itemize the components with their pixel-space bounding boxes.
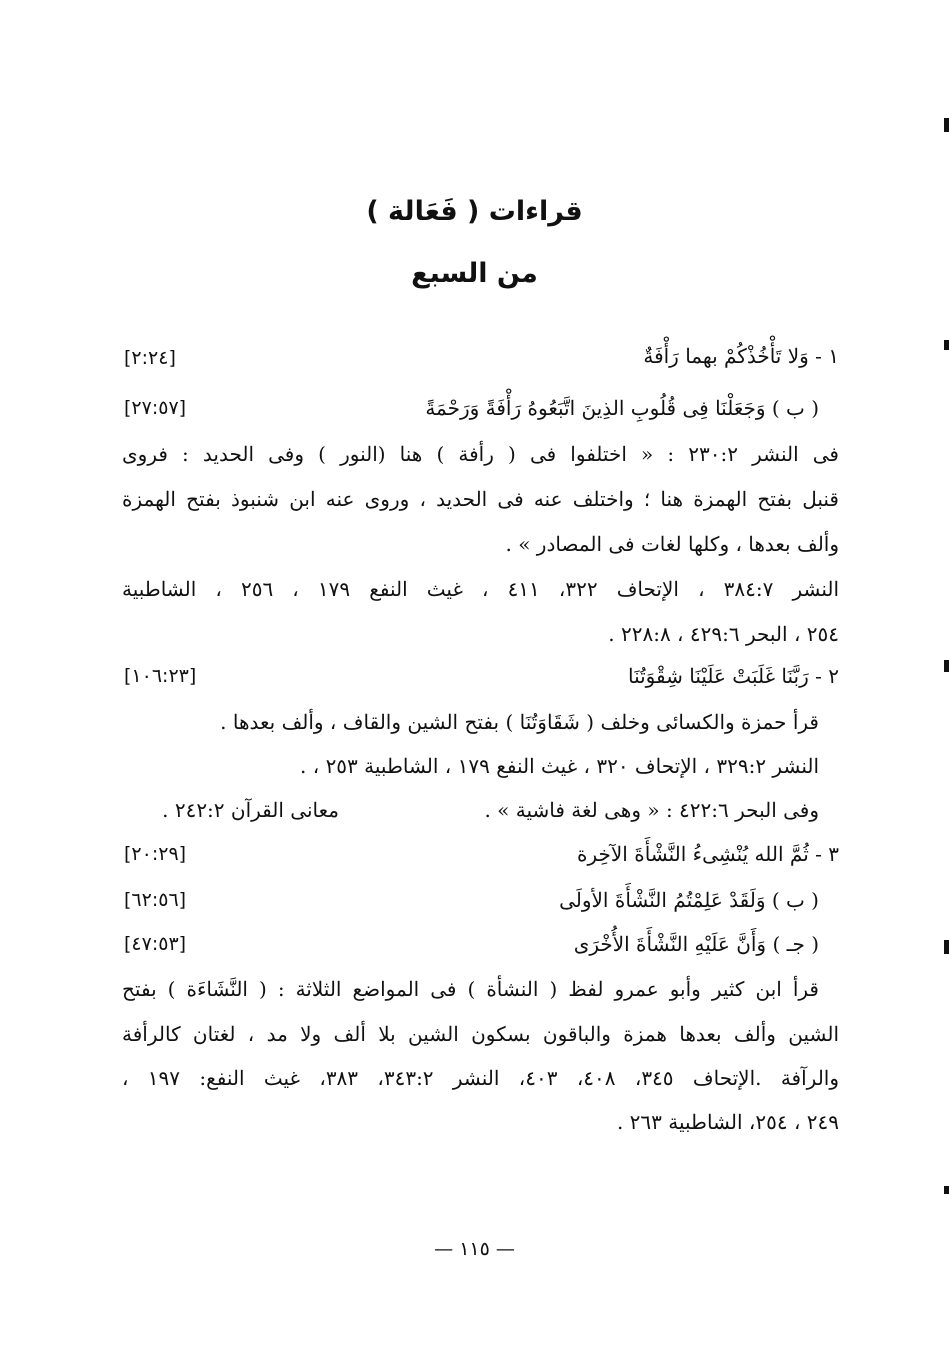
scan-edge-mark — [944, 660, 949, 672]
page-subtitle: من السبع — [411, 258, 538, 289]
body-line: فى النشر ٢٣٠:٢ : « اختلفوا فى ( رأفة ) هنا (النور ) وفى الحديد : فروى — [122, 442, 839, 466]
body-line: النشر ٣٢٩:٢ ، الإتحاف ٣٢٠ ، غيث النفع ١٧٩ ، الشاطبية ٢٥٣ ، . — [300, 754, 819, 778]
verse-line-1b: ( ب ) وَجَعَلْنَا فِى قُلُوبِ الذِينَ اتَّبَعُوهُ رَأْفَةً وَرَحْمَةً — [425, 396, 819, 420]
body-line: وألف بعدها ، وكلها لغات فى المصادر » . — [505, 532, 839, 556]
scan-edge-mark — [944, 1186, 949, 1194]
body-line: الشين وألف بعدها همزة والباقون بسكون الشين بلا ألف ولا مد ، لغتان كالرأفة — [122, 1022, 839, 1046]
page-number: — ١١٥ — — [434, 1238, 515, 1260]
reference-note: معانى القرآن ٢٤٢:٢ . — [162, 798, 339, 822]
body-line: وفى البحر ٤٢٢:٦ : « وهى لغة فاشية » . — [484, 798, 819, 822]
body-line: ٢٤٩ ، ٢٥٤، الشاطبية ٢٦٣ . — [616, 1110, 839, 1134]
body-line: قنبل بفتح الهمزة هنا ؛ واختلف عنه فى الحديد ، وروى عنه ابن شنبوذ بفتح الهمزة — [122, 487, 839, 511]
verse-line-1: ١ - وَلا تَأْخُذْكُمْ بهما رَأْفَةٌ — [643, 344, 839, 368]
scan-edge-mark — [944, 340, 949, 350]
verse-line-3c: ( جـ ) وَأَنَّ عَلَيْهِ النَّشْأَةَ الأُخْرَى — [573, 932, 819, 956]
verse-line-2: ٢ - رَبَّنَا غَلَبَتْ عَلَيْنَا شِقْوَتُنَا — [627, 664, 839, 688]
body-line: قرأ حمزة والكسائى وخلف ( شَقَاوَتُنَا ) بفتح الشين والقاف ، وألف بعدها . — [220, 710, 819, 734]
body-line: ٢٥٤ ، البحر ٤٢٩:٦ ، ٢٢٨:٨ . — [608, 622, 839, 646]
body-line: والرآفة .الإتحاف ٣٤٥، ٤٠٨، ٤٠٣، النشر ٣٤٣:٢، ٣٨٣، غيث النفع: ١٩٧ ، — [122, 1066, 840, 1090]
verse-ref-1b: [٢٧:٥٧] — [124, 397, 187, 419]
verse-line-3: ٣ - ثُمَّ الله يُنْشِىءُ النَّشْأَةَ الآخِرة — [577, 842, 839, 866]
verse-ref-3: [٢٠:٢٩] — [124, 843, 187, 865]
verse-ref-3c: [٤٧:٥٣] — [124, 933, 187, 955]
verse-line-3b: ( ب ) وَلَقَدْ عَلِمْتُمُ النَّشْأَةَ الأولَى — [559, 888, 819, 912]
verse-ref-3b: [٦٢:٥٦] — [124, 889, 187, 911]
verse-ref-2: [١٠٦:٢٣] — [124, 665, 197, 687]
scan-edge-mark — [944, 118, 949, 132]
scan-edge-mark — [944, 940, 949, 954]
verse-ref-1: [٢:٢٤] — [124, 347, 176, 369]
body-line: النشر ٣٨٤:٧ ، الإتحاف ٣٢٢، ٤١١ ، غيث النفع ١٧٩ ، ٢٥٦ ، الشاطبية — [122, 577, 840, 601]
body-line: قرأ ابن كثير وأبو عمرو لفظ ( النشأة ) فى المواضع الثلاثة : ( النَّشَاءَة ) بفتح — [122, 977, 819, 1001]
page-title: قراءات ( فَعَالة ) — [366, 196, 583, 227]
